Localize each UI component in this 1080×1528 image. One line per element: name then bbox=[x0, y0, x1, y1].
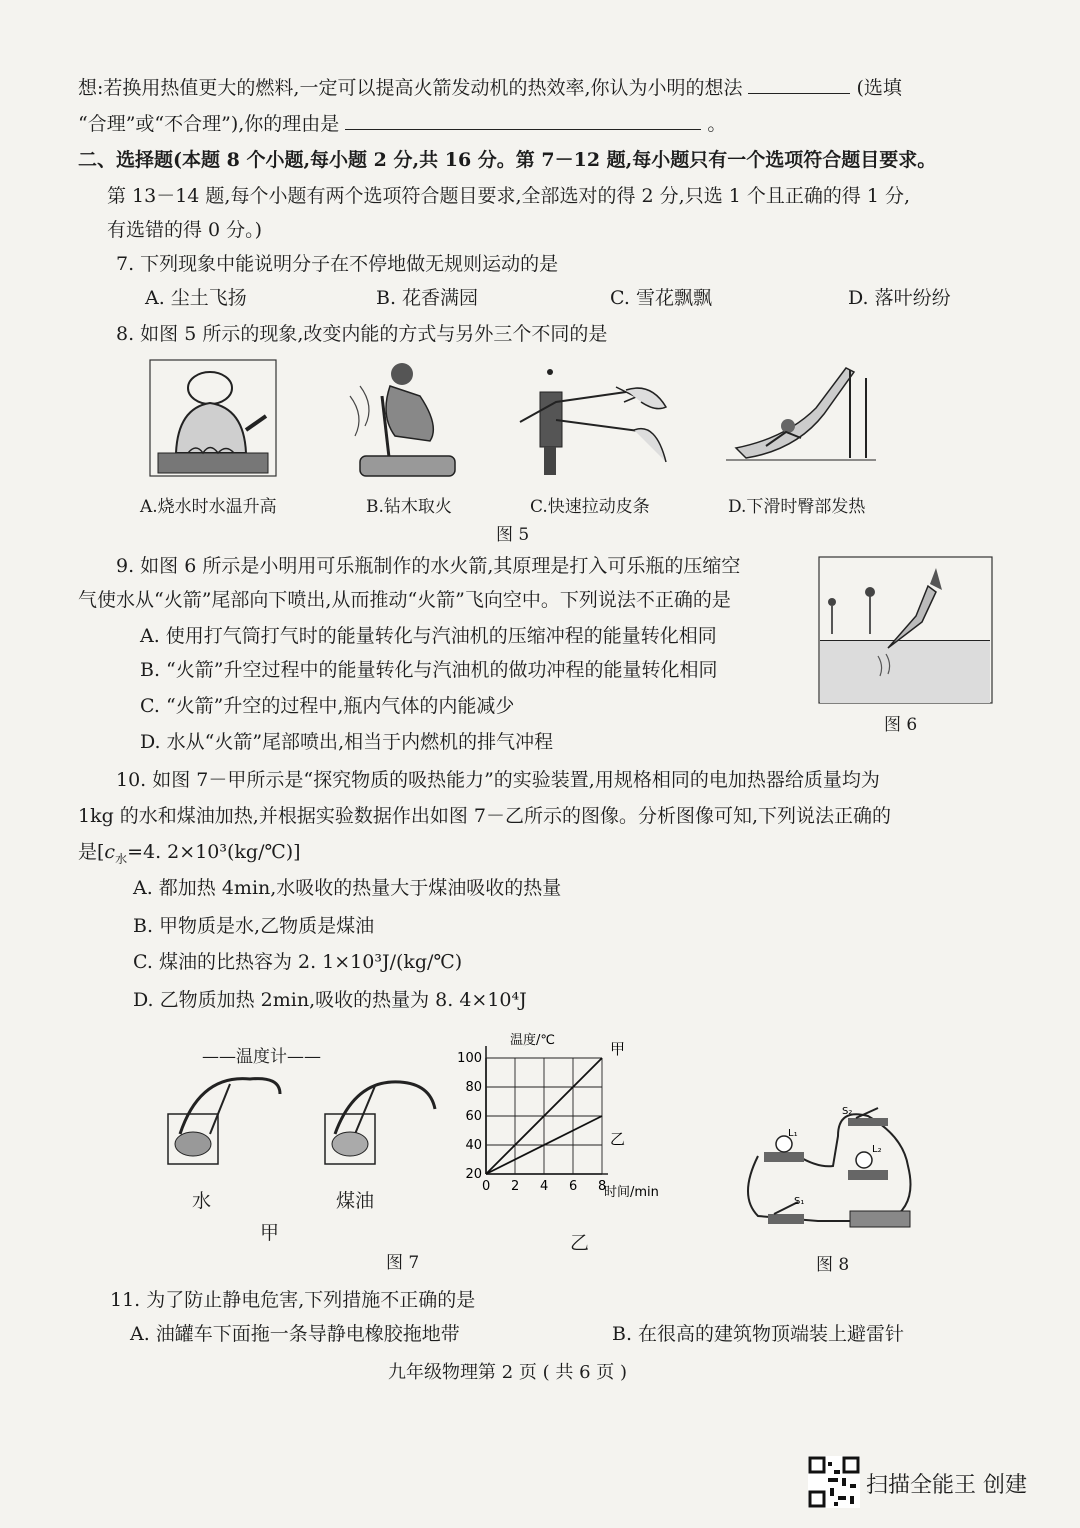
kettle-illustration bbox=[148, 358, 278, 478]
q10-stem-3 bbox=[78, 838, 301, 873]
fig5-caption-d: D.下滑时臀部发热 bbox=[728, 497, 866, 517]
q11-stem: 11. 为了防止静电危害,下列措施不正确的是 bbox=[110, 1289, 476, 1311]
q10-stem-3-value: =4. 2×10³(kg/℃)] bbox=[127, 841, 301, 863]
chart-ticks bbox=[457, 1051, 606, 1194]
q7-stem: 7. 下列现象中能说明分子在不停地做无规则运动的是 bbox=[116, 253, 559, 275]
q8-stem: 8. 如图 5 所示的现象,改变内能的方式与另外三个不同的是 bbox=[116, 323, 608, 345]
q6-text: 想:若换用热值更大的燃料,一定可以提高火箭发动机的热效率,你认为小明的想法 bbox=[78, 77, 743, 99]
fig5-label: 图 5 bbox=[496, 525, 530, 545]
thermometer-text: 温度计 bbox=[236, 1047, 287, 1067]
q10-stem-3-prefix: 是[ bbox=[78, 841, 105, 863]
qr-code-icon bbox=[808, 1456, 860, 1508]
chart-y-axis-label: 温度/℃ bbox=[510, 1033, 555, 1048]
thermometer-label: ——温度计—— bbox=[202, 1047, 321, 1067]
chart-series bbox=[486, 1040, 625, 1174]
q9-stem-2: 气使水从“火箭”尾部向下喷出,从而推动“火箭”飞向空中。下列说法不正确的是 bbox=[78, 589, 731, 611]
section2-rule: 第 13－14 题,每个小题有两个选项符合题目要求,全部选对的得 2 分,只选 1 个且正确的得 1 分, bbox=[107, 185, 911, 207]
specific-heat-subscript: 水 bbox=[115, 851, 128, 866]
q7-option-c: C. 雪花飘飘 bbox=[610, 287, 712, 309]
circuit-diagram-illustration bbox=[738, 1096, 928, 1246]
q11-option-b: B. 在很高的建筑物顶端装上避雷针 bbox=[612, 1323, 905, 1345]
fig7-jia-label: 甲 bbox=[260, 1222, 280, 1244]
lamp-l2-label: L₂ bbox=[872, 1144, 882, 1155]
chart-x-tick: 2 bbox=[511, 1179, 520, 1194]
scanner-watermark: 扫描全能王 创建 bbox=[866, 1473, 1027, 1498]
q6-reason-text: “合理”或“不合理”),你的理由是 bbox=[78, 113, 340, 135]
q10-stem-1: 10. 如图 7－甲所示是“探究物质的吸热能力”的实验装置,用规格相同的电加热器给质量均为 bbox=[116, 769, 880, 791]
fig6-label: 图 6 bbox=[884, 715, 918, 735]
q9-option-d: D. 水从“火箭”尾部喷出,相当于内燃机的排气冲程 bbox=[140, 731, 554, 753]
chart-y-tick: 20 bbox=[465, 1167, 482, 1182]
lamp-l1-label: L₁ bbox=[788, 1128, 798, 1139]
section2-rule-end: 有选错的得 0 分。) bbox=[107, 219, 263, 241]
chart-x-axis-label: 时间/min bbox=[604, 1185, 659, 1200]
chart-series-label: 甲 bbox=[610, 1040, 626, 1058]
chart-y-tick: 100 bbox=[457, 1051, 482, 1066]
q9-option-b: B. “火箭”升空过程中的能量转化与汽油机的做功冲程的能量转化相同 bbox=[140, 659, 718, 681]
q10-option-a: A. 都加热 4min,水吸收的热量大于煤油吸收的热量 bbox=[133, 877, 562, 899]
specific-heat-symbol: c bbox=[104, 841, 116, 863]
drilling-wood-illustration bbox=[340, 356, 465, 481]
switch-s1-label: S₁ bbox=[794, 1196, 805, 1207]
fig8-caption: 图 8 bbox=[816, 1255, 850, 1275]
fig5-caption-a: A.烧水时水温升高 bbox=[140, 497, 277, 517]
section2-heading: 二、选择题(本题 8 个小题,每小题 2 分,共 16 分。第 7－12 题,每小题只有一个选项符合题目要求。 bbox=[78, 149, 937, 171]
chart-y-tick: 80 bbox=[465, 1080, 482, 1095]
q7-option-a: A. 尘土飞扬 bbox=[145, 287, 247, 309]
q7-option-b: B. 花香满园 bbox=[376, 287, 479, 309]
fig7-caption: 图 7 bbox=[386, 1253, 420, 1273]
water-label: 水 bbox=[192, 1190, 212, 1212]
fig5-caption-c: C.快速拉动皮条 bbox=[530, 497, 650, 517]
fig7-yi-label: 乙 bbox=[570, 1232, 590, 1254]
q9-option-c: C. “火箭”升空的过程中,瓶内气体的内能减少 bbox=[140, 695, 515, 717]
q6-continuation-line bbox=[78, 74, 902, 102]
q6-reason-line bbox=[78, 110, 726, 138]
q10-option-b: B. 甲物质是水,乙物质是煤油 bbox=[133, 915, 375, 937]
q10-option-c: C. 煤油的比热容为 2. 1×10³J/(kg/℃) bbox=[133, 951, 463, 973]
q9-stem-1: 9. 如图 6 所示是小明用可乐瓶制作的水火箭,其原理是打入可乐瓶的压缩空 bbox=[116, 555, 741, 577]
chart-x-tick: 4 bbox=[540, 1179, 549, 1194]
chart-y-tick: 60 bbox=[465, 1109, 482, 1124]
water-rocket-illustration bbox=[818, 556, 993, 704]
slide-illustration bbox=[726, 358, 876, 476]
answer-blank bbox=[748, 75, 850, 94]
switch-s2-label: S₂ bbox=[842, 1106, 853, 1117]
heating-apparatus-illustration bbox=[160, 1064, 445, 1174]
q10-option-d: D. 乙物质加热 2min,吸收的热量为 8. 4×10⁴J bbox=[133, 989, 527, 1011]
q7-option-d: D. 落叶纷纷 bbox=[848, 287, 951, 309]
chart-x-tick: 0 bbox=[482, 1179, 491, 1194]
temperature-time-chart bbox=[452, 1028, 692, 1206]
fig5-caption-b: B.钻木取火 bbox=[366, 497, 452, 517]
chart-x-tick: 6 bbox=[569, 1179, 578, 1194]
pull-strap-illustration bbox=[516, 362, 676, 477]
q6-period: 。 bbox=[707, 113, 727, 135]
chart-series-label: 乙 bbox=[610, 1130, 626, 1148]
kerosene-label: 煤油 bbox=[336, 1190, 375, 1212]
q9-option-a: A. 使用打气筒打气时的能量转化与汽油机的压缩冲程的能量转化相同 bbox=[140, 625, 717, 647]
page-footer: 九年级物理第 2 页 ( 共 6 页 ) bbox=[388, 1362, 628, 1383]
q10-stem-2: 1kg 的水和煤油加热,并根据实验数据作出如图 7－乙所示的图像。分析图像可知,下列说法正确的 bbox=[78, 805, 892, 827]
chart-x-tick: 8 bbox=[598, 1179, 607, 1194]
reason-blank bbox=[345, 111, 701, 130]
q6-text-tail: (选填 bbox=[856, 77, 902, 99]
q11-option-a: A. 油罐车下面拖一条导静电橡胶拖地带 bbox=[130, 1323, 460, 1345]
chart-y-tick: 40 bbox=[465, 1138, 482, 1153]
